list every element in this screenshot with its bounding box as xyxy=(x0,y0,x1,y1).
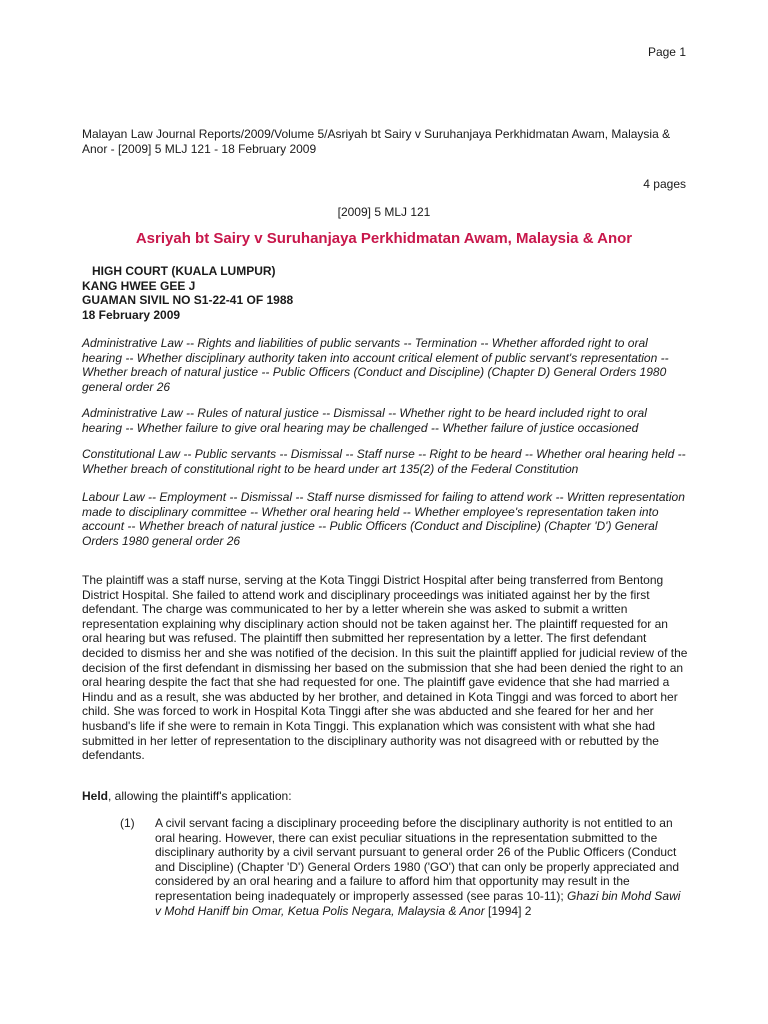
page-number: Page 1 xyxy=(647,45,686,59)
pages-count: 4 pages xyxy=(643,177,686,191)
case-summary: The plaintiff was a staff nurse, serving at the Kota Tinggi District Hospital after being transferred from Bentong District Hospital. She failed to attend work and disciplinary proceedings was initiated against her by the first defendant. The charge was communicated to her by a letter wherein she was asked to submit a written representation explaining why disciplinary action should not be taken against her. The plaintiff requested for an oral hearing but was refused. The plaintiff then submitted her representation by a letter. The first defendant decided to dismiss her and she was notified of the decision. In this suit the plaintiff applied for judicial review of the decision of the first defendant in dismissing her based on the submission that she had been denied the right to an oral hearing despite the fact that she had requested for one. The plaintiff gave evidence that she had married a Hindu and as a result, she was abducted by her brother, and detained in Kota Tinggi and was forced to abort her child. She was forced to work in Hospital Kota Tinggi after she was abducted and she feared for her and her husband's life if she were to remain in Kota Tinggi. This explanation which was consistent with what she had submitted in her letter of representation to the disciplinary authority was not disagreed with or rebutted by the defendants. xyxy=(82,573,688,763)
catchword-paragraph: Administrative Law -- Rules of natural justice -- Dismissal -- Whether right to be heard included right to oral hearing -- Whether failure to give oral hearing may be challenged -- Whether failure of justice occasioned xyxy=(82,406,647,435)
catchword-paragraph: Administrative Law -- Rights and liabilities of public servants -- Termination -- Whether afforded right to oral hearing -- Whether disciplinary authority taken into account critical element of public servant's representation -- Whether breach of natural justice -- Public Officers (Conduct and Discipline) (Chapter D) General Orders 1980 general order 26 xyxy=(82,336,669,394)
held-heading xyxy=(82,789,292,804)
case-reference-cite: [1994] 2 xyxy=(484,903,532,918)
catchword-paragraph: Labour Law -- Employment -- Dismissal -- Staff nurse dismissed for failing to attend work -- Written representation made to disciplinary committee -- Whether oral hearing held -- Whether employee's representation taken into account -- Whether breach of natural justice -- Public Officers (Conduct and Discipline) (Chapter 'D') General Orders 1980 general order 26 xyxy=(82,490,685,548)
court-details xyxy=(82,264,293,322)
case-reference: Ghazi bin Mohd Sawi v Mohd Haniff bin Omar, Ketua Polis Negara, Malaysia & Anor xyxy=(155,888,681,918)
citation-header: Malayan Law Journal Reports/2009/Volume 5/Asriyah bt Sairy v Suruhanjaya Perkhidmatan Awam, Malaysia & Anor - [2009] 5 MLJ 121 - 18 February 2009 xyxy=(82,127,671,156)
case-title: Asriyah bt Sairy v Suruhanjaya Perkhidmatan Awam, Malaysia & Anor xyxy=(135,230,633,247)
catchword-paragraph: Constitutional Law -- Public servants -- Dismissal -- Staff nurse -- Right to be heard -- Whether oral hearing held -- Whether breach of constitutional right to be heard under art 135(2) of the Federal Constitution xyxy=(82,447,686,476)
report-citation: [2009] 5 MLJ 121 xyxy=(337,205,431,219)
judge-name: KANG HWEE GEE J xyxy=(82,278,196,293)
held-item-number: (1) xyxy=(120,816,135,830)
held-rest: , allowing the plaintiff's application: xyxy=(108,789,292,803)
court-name: HIGH COURT (KUALA LUMPUR) xyxy=(92,264,276,278)
judgment-date: 18 February 2009 xyxy=(82,307,181,322)
suit-number: GUAMAN SIVIL NO S1-22-41 OF 1988 xyxy=(82,293,294,307)
held-item-body: A civil servant facing a disciplinary proceeding before the disciplinary authority is not entitled to an oral hearing. However, there can exist peculiar situations in the representation submitted to the disciplinary authority by a civil servant pursuant to general order 26 of the Public Officers (Conduct and Discipline) (Chapter 'D') General Orders 1980 ('GO') that can only be properly appreciated and considered by an oral hearing and a failure to afford him that opportunity may result in the representation being inadequately or improperly assessed (see paras 10-11); xyxy=(155,816,680,903)
held-label: Held xyxy=(82,789,109,803)
held-item-text xyxy=(155,816,688,918)
